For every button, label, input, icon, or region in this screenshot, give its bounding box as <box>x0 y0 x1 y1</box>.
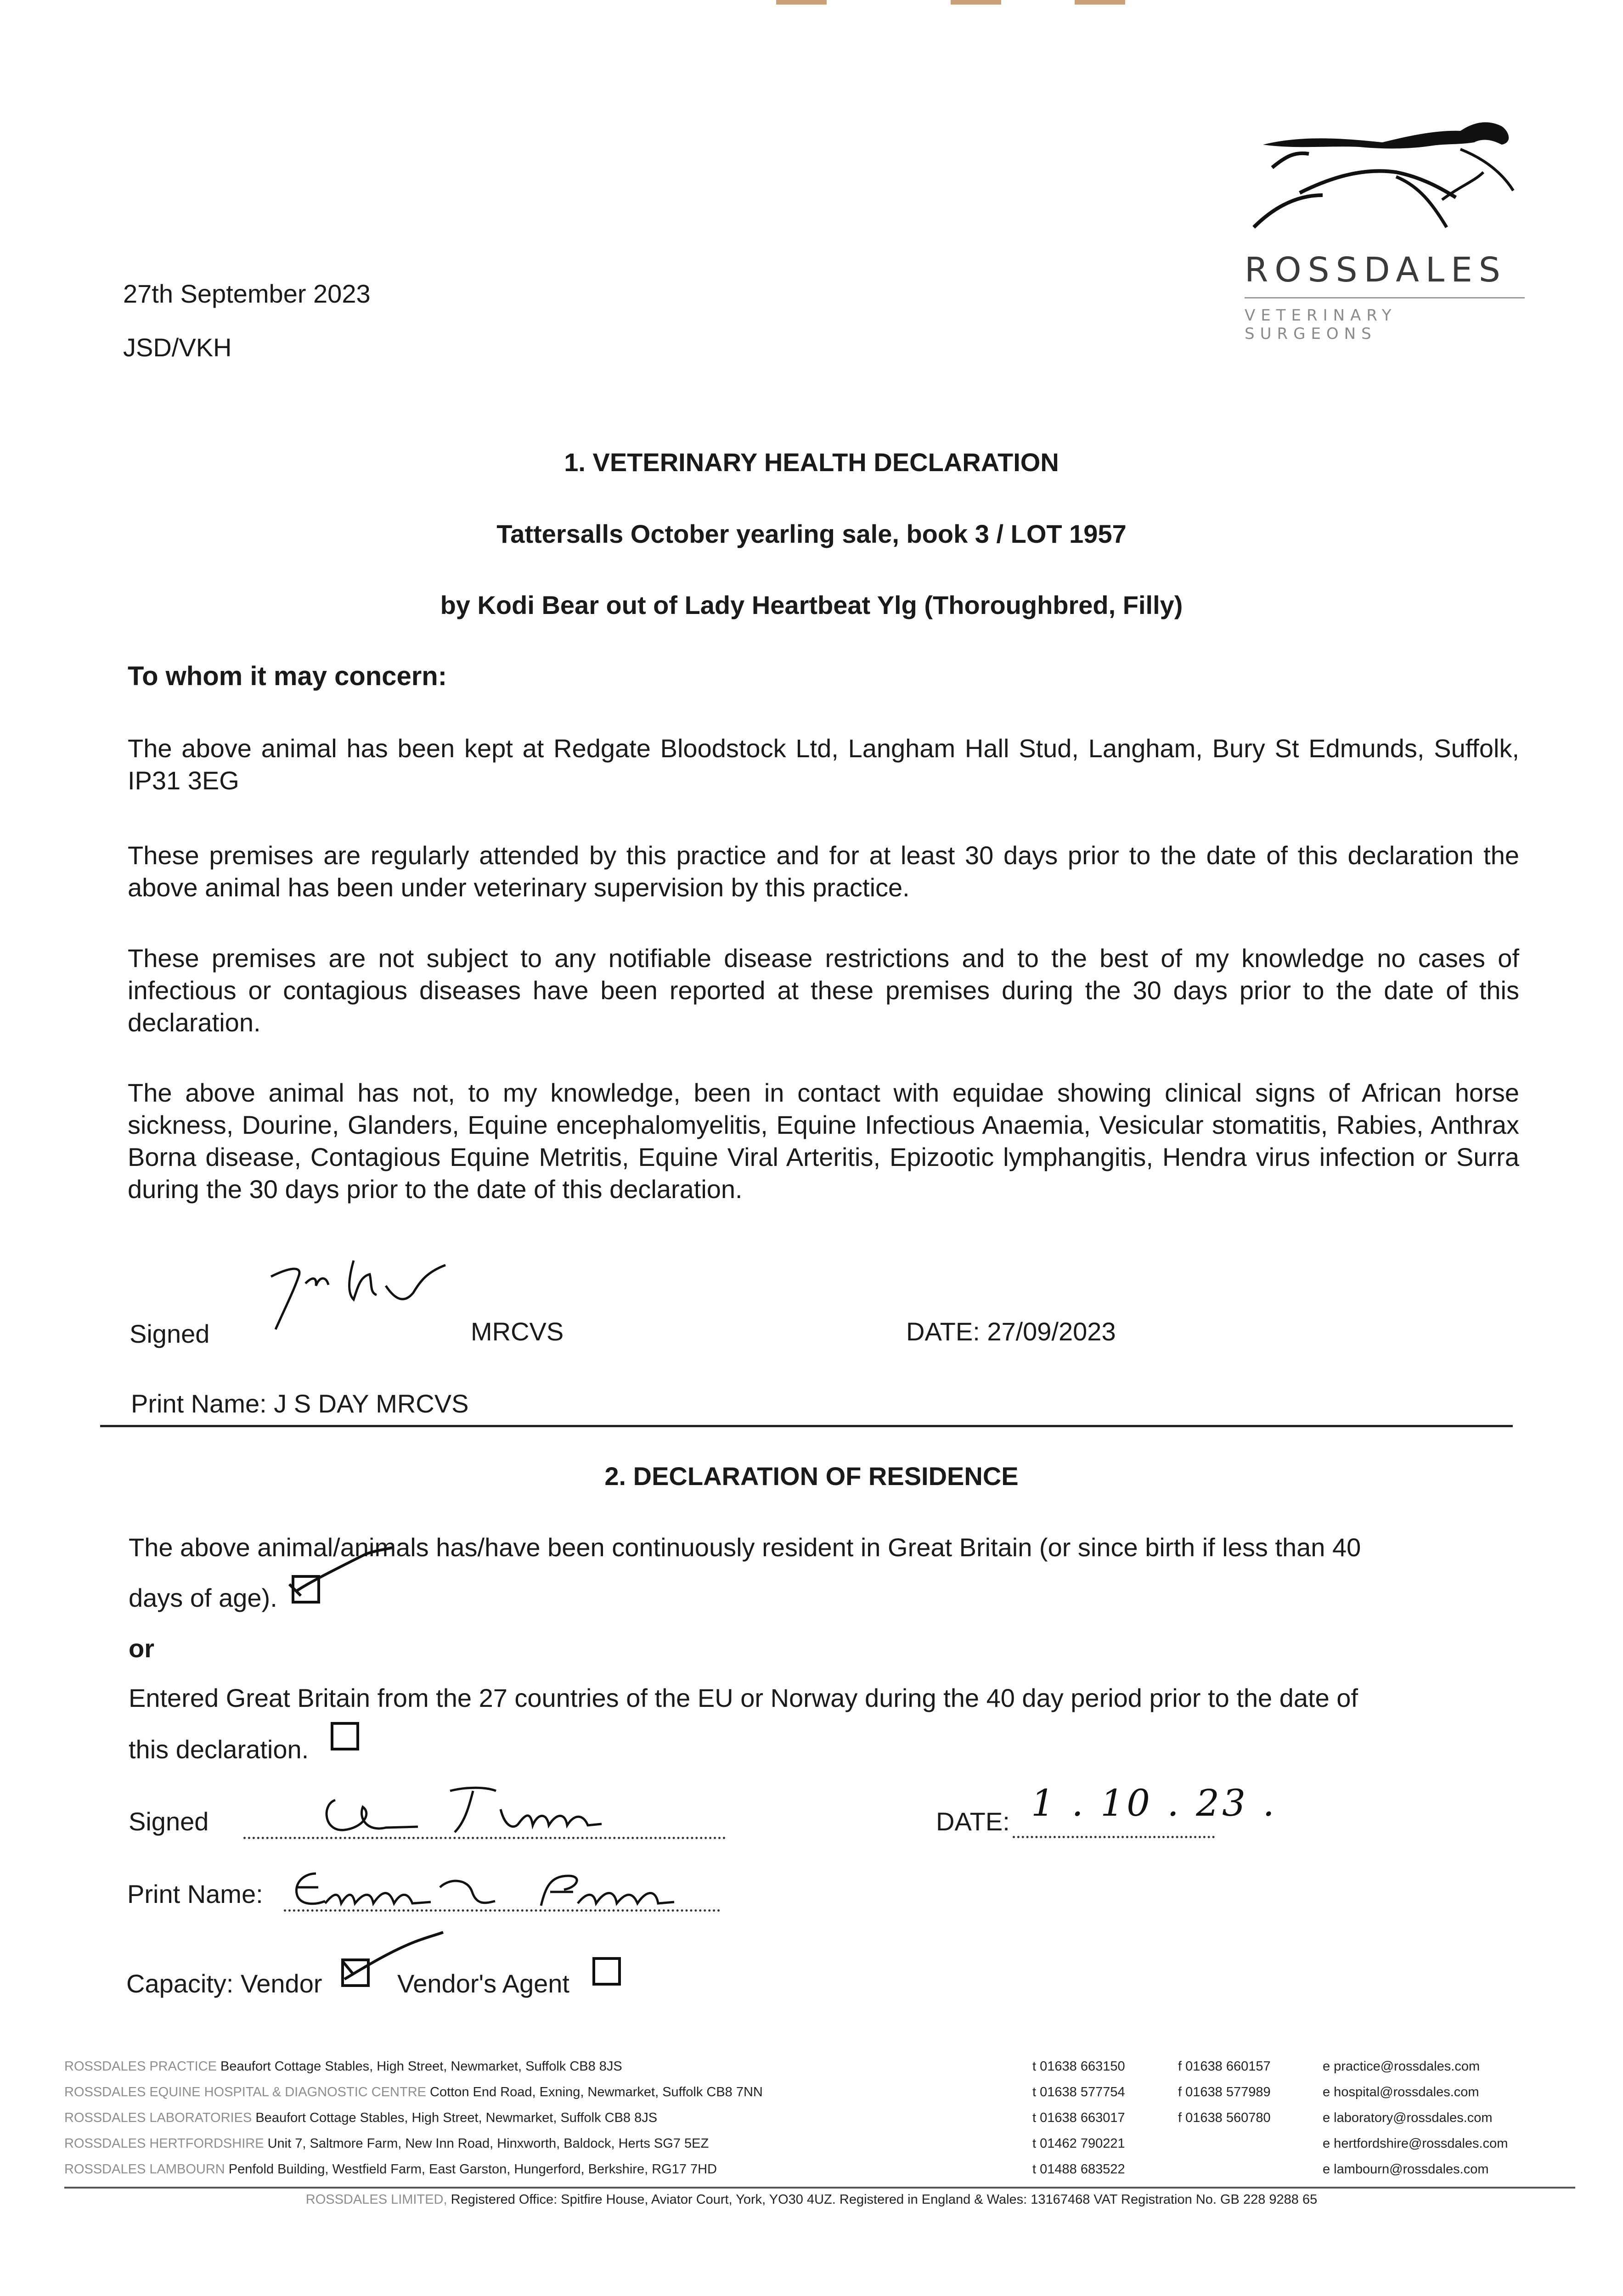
letter-reference: JSD/VKH <box>123 333 232 362</box>
logo-tagline: VETERINARY SURGEONS <box>1245 306 1397 343</box>
check-mark-icon <box>282 1541 402 1605</box>
footer-row-address: Penfold Building, Westfield Farm, East Garston, Hungerford, Berkshire, RG17 7HD <box>228 2162 717 2177</box>
footer-row-label: ROSSDALES LAMBOURN <box>64 2162 225 2177</box>
footer-row <box>64 2131 1557 2156</box>
capacity-label: Capacity: Vendor <box>126 1969 322 1998</box>
footer-row-label: ROSSDALES PRACTICE <box>64 2059 217 2074</box>
vet-signed-label: Signed <box>130 1319 210 1348</box>
rossdales-horse-logo-icon <box>1245 117 1520 241</box>
residence-option1-cont: days of age). <box>129 1583 277 1612</box>
owner-signature <box>317 1782 666 1837</box>
owner-handwritten-date: 1 . 10 . 23 . <box>1031 1782 1277 1824</box>
sale-title: Tattersalls October yearling sale, book 3 / LOT 1957 <box>496 519 1127 548</box>
logo-name: ROSSDALES <box>1245 250 1507 290</box>
section-divider <box>100 1425 1513 1427</box>
owner-signature-line <box>243 1837 726 1839</box>
footer-row-tel: t 01462 790221 <box>1032 2136 1125 2151</box>
vet-print-name: Print Name: J S DAY MRCVS <box>131 1389 469 1418</box>
footer-row-label: ROSSDALES HERTFORDSHIRE <box>64 2136 264 2151</box>
mrcvs-label: MRCVS <box>471 1317 564 1346</box>
footer-row-address: Cotton End Road, Exning, Newmarket, Suffolk CB8 7NN <box>430 2085 763 2099</box>
footer-row-email[interactable]: e hertfordshire@rossdales.com <box>1323 2136 1508 2151</box>
logo-divider <box>1245 297 1525 298</box>
vet-date: DATE: 27/09/2023 <box>906 1317 1116 1346</box>
paragraph: The above animal has not, to my knowledge, been in contact with equidae showing clinical signs of African horse sickness, Dourine, Glanders, Equine encephalomyelitis, Equine Infectious Anaemia, Vesicular stomatitis, Rabies, Anthrax Borna disease, Contagious Equine Metritis, Equine Viral Arteritis, Epizootic lymphangitis, Hendra virus infection or Surra during the 30 days prior to the date of this declaration. <box>128 1078 1519 1204</box>
footer-addresses <box>64 2054 1557 2182</box>
paragraph: The above animal has been kept at Redgate Bloodstock Ltd, Langham Hall Stud, Langham, Bury St Edmunds, Suffolk, IP31 3EG <box>128 734 1519 795</box>
footer-row-address: Beaufort Cottage Stables, High Street, Newmarket, Suffolk CB8 8JS <box>220 2059 622 2074</box>
footer-row-email[interactable]: e laboratory@rossdales.com <box>1323 2110 1493 2125</box>
footer-row-fax: f 01638 560780 <box>1178 2110 1271 2125</box>
footer-row-tel: t 01638 663017 <box>1032 2110 1125 2125</box>
owner-print-name-handwriting <box>284 1864 725 1910</box>
registered-office <box>0 2187 1623 2212</box>
footer-row-address: Unit 7, Saltmore Farm, New Inn Road, Hinxworth, Baldock, Herts SG7 5EZ <box>267 2136 709 2151</box>
footer-row-tel: t 01638 577754 <box>1032 2085 1125 2099</box>
footer-row-tel: t 01488 683522 <box>1032 2162 1125 2177</box>
owner-signed-label: Signed <box>129 1807 209 1836</box>
footer-row-fax: f 01638 577989 <box>1178 2085 1271 2099</box>
residence-option2: Entered Great Britain from the 27 countries of the EU or Norway during the 40 day period prior to the date of <box>129 1683 1358 1712</box>
logo <box>1231 117 1538 356</box>
footer-row-email[interactable]: e lambourn@rossdales.com <box>1323 2162 1489 2177</box>
footer-row-fax: f 01638 660157 <box>1178 2059 1271 2074</box>
footer-row <box>64 2105 1557 2131</box>
footer-row-email[interactable]: e hospital@rossdales.com <box>1323 2085 1479 2099</box>
footer-row <box>64 2054 1557 2079</box>
letter-date: 27th September 2023 <box>123 279 371 308</box>
paragraph: These premises are regularly attended by this practice and for at least 30 days prior to the date of this declaration the above animal has been under veterinary supervision by this practice. <box>128 841 1519 902</box>
footer-row <box>64 2079 1557 2105</box>
registered-text: Registered Office: Spitfire House, Aviator Court, York, YO30 4UZ. Registered in England & Wales: 13167468 VAT Registration No. GB 228 9288 65 <box>451 2192 1318 2207</box>
footer-row-email[interactable]: e practice@rossdales.com <box>1323 2059 1480 2074</box>
owner-print-name-label: Print Name: <box>127 1880 263 1908</box>
scan-artifact <box>776 0 827 5</box>
scan-artifact <box>951 0 1001 5</box>
residence-option2-cont: this declaration. <box>129 1735 309 1764</box>
vendors-agent-checkbox[interactable] <box>592 1957 621 1986</box>
scan-artifact <box>1075 0 1125 5</box>
footer-row-label: ROSSDALES LABORATORIES <box>64 2110 252 2125</box>
footer-row-label: ROSSDALES EQUINE HOSPITAL & DIAGNOSTIC CENTRE <box>64 2085 426 2099</box>
footer-row-address: Beaufort Cottage Stables, High Street, Newmarket, Suffolk CB8 8JS <box>255 2110 658 2125</box>
vet-signature <box>262 1249 473 1341</box>
paragraph: These premises are not subject to any notifiable disease restrictions and to the best of my knowledge no cases of infectious or contagious diseases have been reported at these premises during the 30 days prior to the date of this declaration. <box>128 944 1519 1037</box>
breeding-line: by Kodi Bear out of Lady Heartbeat Ylg (Thoroughbred, Filly) <box>440 591 1183 619</box>
section2-heading: 2. DECLARATION OF RESIDENCE <box>604 1462 1019 1491</box>
owner-date-line <box>1013 1836 1215 1838</box>
footer-row-tel: t 01638 663150 <box>1032 2059 1125 2074</box>
footer-row <box>64 2156 1557 2182</box>
owner-date-label: DATE: <box>936 1807 1010 1836</box>
registered-label: ROSSDALES LIMITED, <box>305 2192 447 2207</box>
vendors-agent-label: Vendor's Agent <box>397 1969 569 1998</box>
residence-option1: The above animal/animals has/have been continuously resident in Great Britain (or since birth if less than 40 <box>129 1533 1361 1562</box>
section1-heading: 1. VETERINARY HEALTH DECLARATION <box>564 448 1059 477</box>
residence-option2-checkbox[interactable] <box>331 1722 359 1750</box>
or-label: or <box>129 1634 154 1663</box>
salutation: To whom it may concern: <box>128 661 447 691</box>
